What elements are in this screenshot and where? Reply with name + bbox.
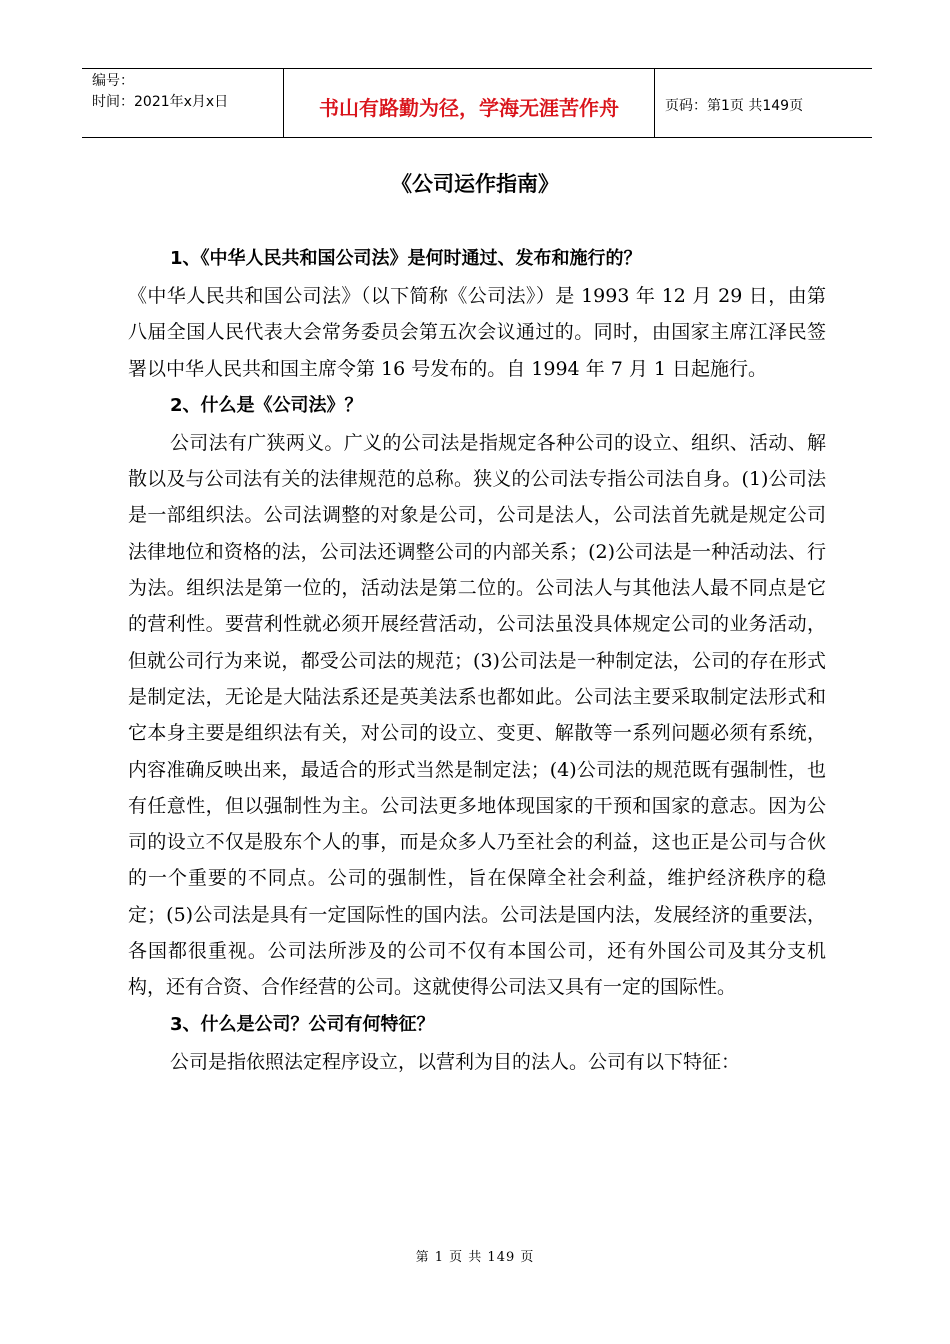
question-2-answer: 公司法有广狭两义。广义的公司法是指规定各种公司的设立、组织、活动、解散以及与公司法有关的法律规范的总称。狭义的公司法专指公司法自身。(1)公司法是一部组织法。公司法调整的对象是公司，公司是法人，公司法首先就是规定公司法律地位和资格的法，公司法还调整公司的内部关系；(2)公司法是一种活动法、行为法。组织法是第一位的，活动法是第二位的。公司法人与其他法人最不同点是它的营利性。要营利性就必须开展经营活动，公司法虽没具体规定公司的业务活动，但就公司行为来说，都受公司法的规范；(3)公司法是一种制定法，公司的存在形式是制定法，无论是大陆法系还是英美法系也都如此。公司法主要采取制定法形式和它本身主要是组织法有关，对公司的设立、变更、解散等一系列问题必须有系统，内容准确反映出来，最适合的形式当然是制定法；(4)公司法的规范既有强制性，也有任意性，但以强制性为主。公司法更多地体现国家的干预和国家的意志。因为公司的设立不仅是股东个人的事，而是众多人乃至社会的利益，这也正是公司与合伙的一个重要的不同点。公司的强制性，旨在保障全社会利益，维护经济秩序的稳定；(5)公司法是具有一定国际性的国内法。公司法是国内法，发展经济的重要法，各国都很重视。公司法所涉及的公司不仅有本国公司，还有外国公司及其分支机构，还有合资、合作经营的公司。这就使得公司法又具有一定的国际性。 (128, 431, 826, 999)
document-body (128, 240, 826, 1080)
page-footer: 第 1 页 共 149 页 (415, 1250, 535, 1265)
document-title: 《公司运作指南》 (391, 172, 559, 196)
header-page-info: 页码：第1页 共149页 (665, 98, 804, 114)
question-1-heading: 1、《中华人民共和国公司法》是何时通过、发布和施行的？ (170, 248, 642, 269)
page-header-table (82, 68, 872, 138)
time-label: 时间：2021年x月x日 (92, 94, 229, 110)
number-label: 编号： (92, 73, 134, 89)
header-meta-cell (82, 69, 283, 137)
question-3-heading: 3、什么是公司？公司有何特征？ (170, 1013, 435, 1035)
question-3-answer: 公司是指依照法定程序设立，以营利为目的法人。公司有以下特征： (170, 1050, 741, 1073)
question-2-heading: 2、什么是《公司法》？ (170, 394, 363, 416)
question-1-answer: 《中华人民共和国公司法》（以下简称《公司法》）是 1993 年 12 月 29 日，由第八届全国人民代表大会常务委员会第五次会议通过的。同时，由国家主席江泽民签署以中华人民共和国主席令第 16 号发布的。自 1994 年 7 月 1 日起施行。 (128, 285, 826, 380)
header-motto: 书山有路勤为径，学海无涯苦作舟 (283, 69, 655, 137)
